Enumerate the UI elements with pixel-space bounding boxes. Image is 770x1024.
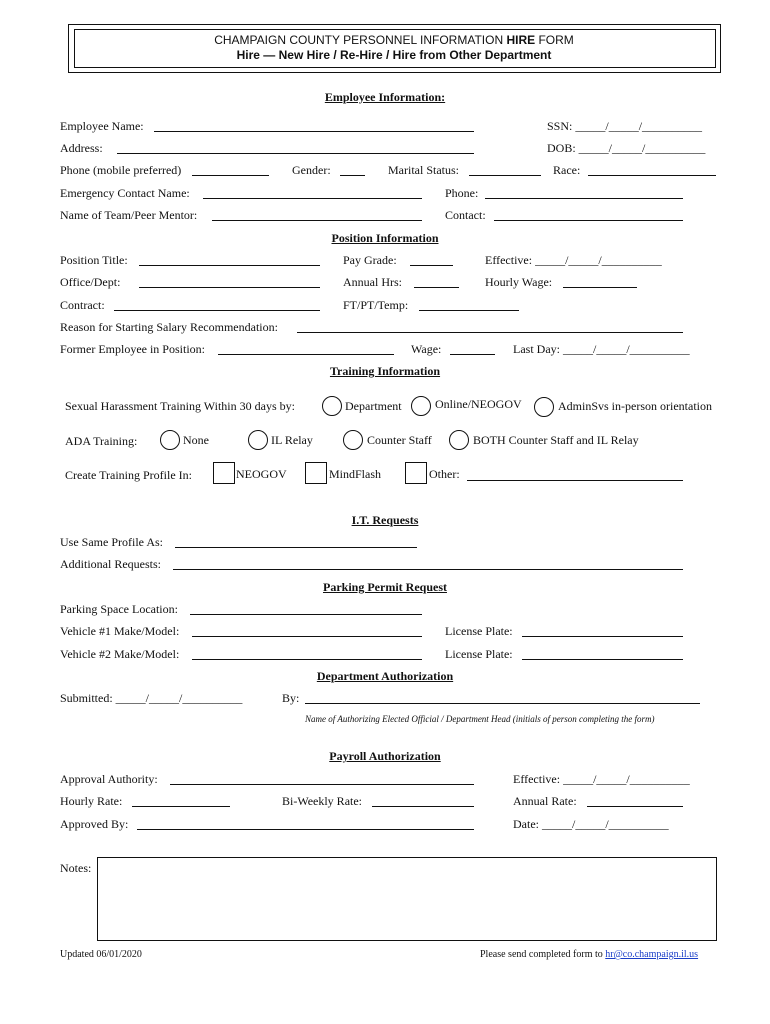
position-title-field[interactable] — [139, 265, 320, 266]
reason-label: Reason for Starting Salary Recommendation: — [60, 320, 278, 334]
payroll-heading: Payroll Authorization — [329, 749, 441, 763]
contract-field[interactable] — [114, 310, 320, 311]
marital-label: Marital Status: — [388, 163, 459, 177]
position-title-label: Position Title: — [60, 253, 128, 267]
employee-name-field[interactable] — [154, 131, 474, 132]
biweekly-rate-field[interactable] — [372, 806, 474, 807]
sh-department-radio[interactable] — [322, 396, 342, 416]
profile-other-label: Other: — [429, 467, 460, 481]
approved-by-field[interactable] — [137, 829, 474, 830]
additional-requests-label: Additional Requests: — [60, 557, 161, 571]
by-label: By: — [282, 691, 300, 705]
reason-field[interactable] — [297, 332, 683, 333]
sh-department-label: Department — [345, 399, 402, 413]
by-field[interactable] — [305, 703, 700, 704]
ftpt-label: FT/PT/Temp: — [343, 298, 409, 312]
effective-field[interactable]: _____/_____/__________ — [535, 253, 662, 267]
profile-other-field[interactable] — [467, 480, 683, 481]
emergency-phone-label: Phone: — [445, 186, 479, 200]
hourly-wage-field[interactable] — [563, 287, 637, 288]
additional-requests-field[interactable] — [173, 569, 683, 570]
emergency-contact-label: Emergency Contact Name: — [60, 186, 190, 200]
sh-online-label: Online/NEOGOV — [435, 397, 522, 411]
notes-box[interactable] — [97, 857, 717, 941]
training-profile-label: Create Training Profile In: — [65, 468, 192, 482]
annual-hrs-label: Annual Hrs: — [343, 275, 402, 289]
parking-location-label: Parking Space Location: — [60, 602, 178, 616]
parking-heading: Parking Permit Request — [323, 580, 447, 594]
ada-il-relay-label: IL Relay — [271, 433, 313, 447]
last-day-label: Last Day: _____/_____/__________ — [513, 342, 690, 356]
form-subtitle: Hire — New Hire / Re-Hire / Hire from Other Department — [236, 48, 552, 62]
annual-hrs-field[interactable] — [414, 287, 459, 288]
wage-field[interactable] — [450, 354, 495, 355]
vehicle1-label: Vehicle #1 Make/Model: — [60, 624, 180, 638]
gender-label: Gender: — [292, 163, 331, 177]
contract-label: Contract: — [60, 298, 105, 312]
marital-field[interactable] — [469, 175, 541, 176]
training-info-heading: Training Information — [329, 364, 441, 378]
office-label: Office/Dept: — [60, 275, 121, 289]
ada-il-relay-radio[interactable] — [248, 430, 268, 450]
ada-both-label: BOTH Counter Staff and IL Relay — [473, 433, 639, 447]
hourly-wage-label: Hourly Wage: — [485, 275, 553, 289]
profile-neogov-label: NEOGOV — [236, 467, 287, 481]
approved-by-label: Approved By: — [60, 817, 129, 831]
ada-both-radio[interactable] — [449, 430, 469, 450]
payroll-date-field[interactable]: _____/_____/__________ — [542, 817, 669, 831]
phone-field[interactable] — [192, 175, 269, 176]
effective-label: Effective: _____/_____/__________ — [485, 253, 662, 267]
plate2-label: License Plate: — [445, 647, 513, 661]
mentor-contact-field[interactable] — [494, 220, 683, 221]
employee-info-heading: Employee Information: — [324, 90, 446, 104]
biweekly-rate-label: Bi-Weekly Rate: — [282, 794, 363, 808]
notes-label: Notes: — [60, 861, 92, 875]
profile-mindflash-checkbox[interactable] — [305, 462, 327, 484]
wage-label: Wage: — [411, 342, 442, 356]
mentor-label: Name of Team/Peer Mentor: — [60, 208, 198, 222]
plate2-field[interactable] — [522, 659, 683, 660]
by-note: Name of Authorizing Elected Official / Department Head (initials of person completing the form) — [305, 714, 655, 724]
vehicle2-label: Vehicle #2 Make/Model: — [60, 647, 180, 661]
last-day-field[interactable]: _____/_____/__________ — [563, 342, 690, 356]
same-profile-label: Use Same Profile As: — [60, 535, 163, 549]
vehicle1-field[interactable] — [192, 636, 422, 637]
sh-adminsvs-radio[interactable] — [534, 397, 554, 417]
ssn-field[interactable]: _____/_____/__________ — [575, 119, 703, 133]
dept-auth-heading: Department Authorization — [316, 669, 454, 683]
ada-counter-staff-label: Counter Staff — [367, 433, 432, 447]
updated-date: Updated 06/01/2020 — [60, 949, 142, 960]
emergency-phone-field[interactable] — [485, 198, 683, 199]
dob-label: DOB: _____/_____/__________ — [547, 141, 706, 155]
race-label: Race: — [553, 163, 581, 177]
position-info-heading: Position Information — [331, 231, 439, 245]
former-employee-label: Former Employee in Position: — [60, 342, 205, 356]
payroll-effective-label: Effective: _____/_____/__________ — [513, 772, 690, 786]
plate1-field[interactable] — [522, 636, 683, 637]
race-field[interactable] — [588, 175, 716, 176]
office-field[interactable] — [139, 287, 320, 288]
profile-mindflash-label: MindFlash — [329, 467, 382, 481]
parking-location-field[interactable] — [190, 614, 422, 615]
annual-rate-field[interactable] — [587, 806, 683, 807]
payroll-date-label: Date: _____/_____/__________ — [513, 817, 669, 831]
it-requests-heading: I.T. Requests — [351, 513, 419, 527]
hourly-rate-label: Hourly Rate: — [60, 794, 123, 808]
ada-counter-staff-radio[interactable] — [343, 430, 363, 450]
approval-authority-label: Approval Authority: — [60, 772, 158, 786]
phone-label: Phone (mobile preferred) — [60, 163, 182, 177]
ssn-label: SSN: _____/_____/__________ — [547, 119, 703, 133]
same-profile-field[interactable] — [175, 547, 417, 548]
gender-field[interactable] — [340, 175, 365, 176]
payroll-effective-field[interactable]: _____/_____/__________ — [563, 772, 690, 786]
plate1-label: License Plate: — [445, 624, 513, 638]
dob-field[interactable]: _____/_____/__________ — [578, 141, 706, 155]
mentor-field[interactable] — [212, 220, 422, 221]
ada-none-label: None — [183, 433, 209, 447]
hr-email-link[interactable]: hr@co.champaign.il.us — [605, 949, 699, 960]
pay-grade-label: Pay Grade: — [343, 253, 397, 267]
vehicle2-field[interactable] — [192, 659, 422, 660]
submitted-field[interactable]: _____/_____/__________ — [115, 691, 243, 705]
former-employee-field[interactable] — [218, 354, 394, 355]
form-title: CHAMPAIGN COUNTY PERSONNEL INFORMATION HIRE FORM — [214, 33, 574, 47]
submitted-label: Submitted: _____/_____/__________ — [60, 691, 243, 705]
hourly-rate-field[interactable] — [132, 806, 230, 807]
address-field[interactable] — [117, 153, 474, 154]
annual-rate-label: Annual Rate: — [513, 794, 577, 808]
employee-name-label: Employee Name: — [60, 119, 144, 133]
profile-neogov-checkbox[interactable] — [213, 462, 235, 484]
pay-grade-field[interactable] — [410, 265, 453, 266]
ada-none-radio[interactable] — [160, 430, 180, 450]
emergency-contact-field[interactable] — [203, 198, 422, 199]
mentor-contact-label: Contact: — [445, 208, 486, 222]
address-label: Address: — [60, 141, 103, 155]
approval-authority-field[interactable] — [170, 784, 474, 785]
sh-adminsvs-label: AdminSvs in-person orientation — [558, 399, 712, 413]
send-instructions: Please send completed form to hr@co.champaign.il.us — [480, 949, 699, 960]
profile-other-checkbox[interactable] — [405, 462, 427, 484]
sh-online-radio[interactable] — [411, 396, 431, 416]
sh-training-label: Sexual Harassment Training Within 30 days by: — [65, 399, 295, 413]
ftpt-field[interactable] — [419, 310, 519, 311]
ada-training-label: ADA Training: — [65, 434, 138, 448]
